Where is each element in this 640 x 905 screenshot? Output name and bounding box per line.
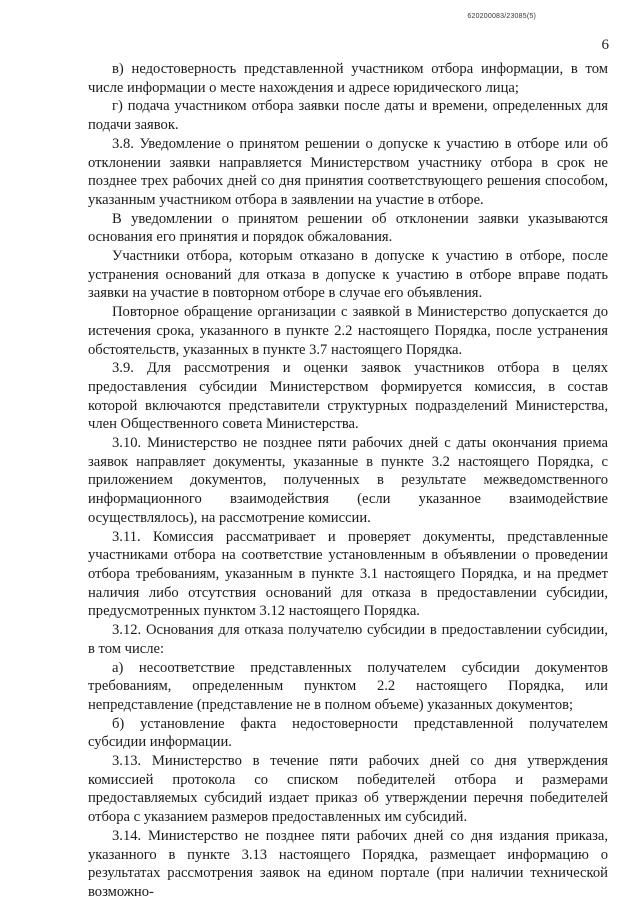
paragraph-3-9-commission: 3.9. Для рассмотрения и оценки заявок участников отбора в целях предоставления субсидии Министерством формируется комиссия, в состав которой включаются представители структурных подразделений Министерства, член Общественного совета Министерства. [88, 360, 608, 433]
page-number: 6 [601, 37, 609, 53]
paragraph-item-a-nonconformity: а) несоответствие представленных получателем субсидии документов требованиям, определенным пунктом 2.2 настоящего Порядка, или непредставление (представление не в полном объеме) указанных документов; [88, 659, 608, 713]
document-body [88, 60, 608, 902]
paragraph-item-g-late-submission: г) подача участником отбора заявки после даты и времени, определенных для подачи заявок. [88, 98, 608, 134]
paragraph-3-11-review: 3.11. Комиссия рассматривает и проверяет документы, представленные участниками отбора на соответствие установленным в объявлении о проведении отбора требованиям, указанным в пункте 3.1 настоящего Порядка, и на предмет наличия либо отсутствия оснований для отказа в предоставлении субсидии, предусмотренных пунктом 3.12 настоящего Порядка. [88, 528, 608, 620]
document-id: 620200083/23085(5) [467, 13, 536, 20]
paragraph-3-12-refusal-grounds: 3.12. Основания для отказа получателю субсидии в предоставлении субсидии, в том числе: [88, 622, 608, 657]
paragraph-repeat-selection: Участники отбора, которым отказано в допуске к участию в отборе, после устранения оснований для отказа в допуске к участию в отборе вправе подать заявки на участие в повторном отборе в случае его объявления. [88, 248, 608, 302]
paragraph-3-8-notification: 3.8. Уведомление о принятом решении о допуске к участию в отборе или об отклонении заявки направляется Министерством участнику отбора в срок не позднее трех рабочих дней со дня принятия соответствующего решения способом, указанным участником отбора в заявлении на участие в отборе. [88, 135, 608, 208]
paragraph-3-10-documents: 3.10. Министерство не позднее пяти рабочих дней с даты окончания приема заявок направляет документы, указанные в пункте 3.2 настоящего Порядка, с приложением документов, полученных в результате межведомственного информационного взаимодействия (если указанное взаимодействие осуществлялось), на рассмотрение комиссии. [88, 435, 608, 526]
paragraph-3-13-order: 3.13. Министерство в течение пяти рабочих дней со дня утверждения комиссией протокола со списком победителей отбора и размерами предоставляемых субсидий издает приказ об утверждении перечня победителей отбора с указанием размеров предоставленных им субсидий. [88, 753, 608, 826]
paragraph-repeat-application: Повторное обращение организации с заявкой в Министерство допускается до истечения срока, указанного в пункте 2.2 настоящего Порядка, после устранения обстоятельств, указанных в пункте 3.7 настоящего Порядка. [88, 304, 608, 358]
paragraph-item-v-unreliable-info: в) недостоверность представленной участником отбора информации, в том числе информации о месте нахождения и адресе юридического лица; [88, 61, 608, 96]
paragraph-3-14-publication: 3.14. Министерство не позднее пяти рабочих дней со дня издания приказа, указанного в пункте 3.13 настоящего Порядка, размещает информацию о результатах рассмотрения заявок на едином портале (при наличии технической возможно- [88, 827, 608, 900]
paragraph-rejection-notice: В уведомлении о принятом решении об отклонении заявки указываются основания его принятия и порядок обжалования. [88, 210, 608, 246]
paragraph-item-b-unreliable-info: б) установление факта недостоверности представленной получателем субсидии информации. [88, 715, 608, 751]
